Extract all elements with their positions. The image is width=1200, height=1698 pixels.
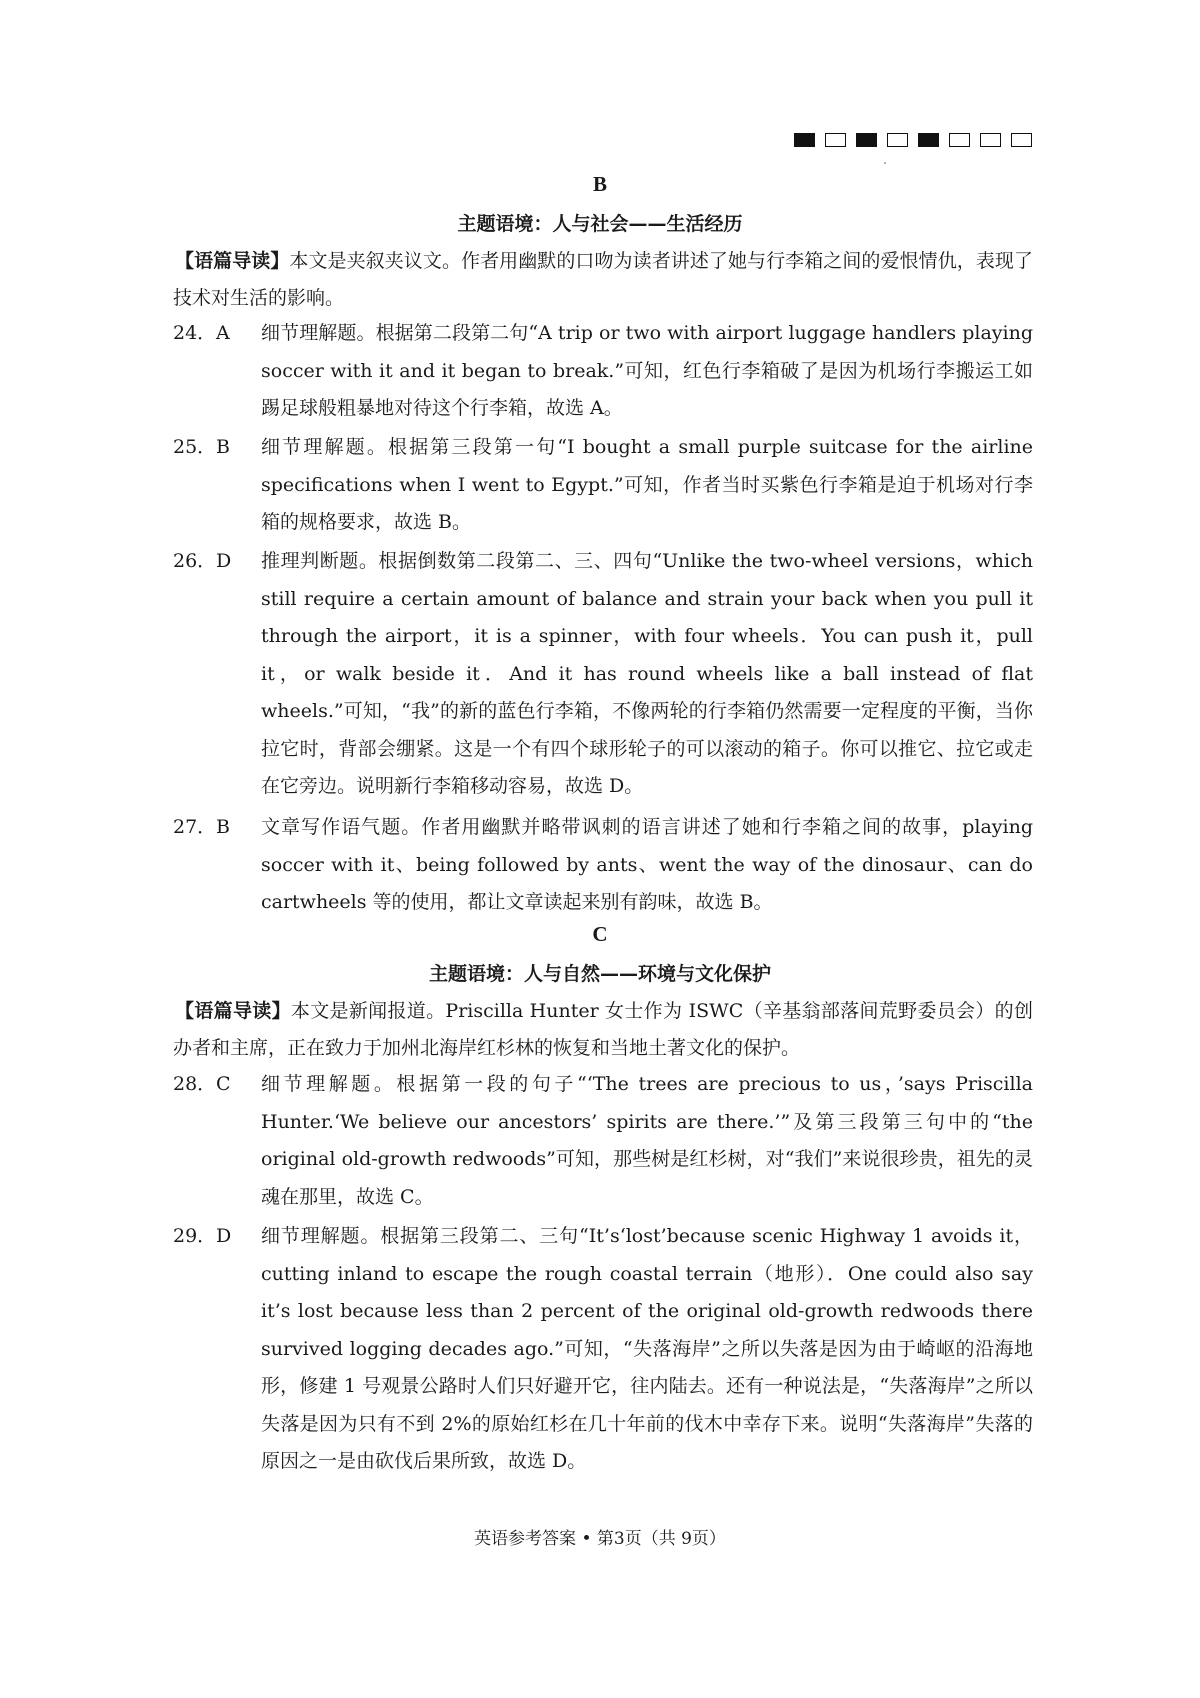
section-b-theme: 主题语境：人与社会——生活经历 <box>457 213 743 235</box>
answer-item <box>173 809 1033 922</box>
answer-item <box>173 1066 1033 1216</box>
header-mark <box>949 133 970 147</box>
header-mark <box>980 133 1001 147</box>
header-mark <box>856 133 877 147</box>
answer-letter: B <box>216 436 230 458</box>
answer-explanation: 细节理解题。根据第一段的句子“‘The trees are precious to us，’says Priscilla Hunter.‘We believe our ancestors’ spirits are there.’”及第三段第三句中的“the original old-growth redwoods”可知，那些树是红杉树，对“我们”来说很珍贵，祖先的灵魂在那里，故选 C。 <box>261 1073 1033 1208</box>
answer-explanation: 细节理解题。根据第三段第一句“I bought a small purple suitcase for the airline specifications when I went to Egypt.”可知，作者当时买紫色行李箱是迫于机场对行李箱的规格要求，故选 B。 <box>261 436 1033 533</box>
header-mark <box>887 133 908 147</box>
section-c-intro <box>173 993 1033 1067</box>
answer-item <box>173 543 1033 806</box>
section-b-intro <box>173 243 1033 317</box>
question-number: 24． <box>173 322 217 344</box>
intro-tag: 【语篇导读】 <box>175 1000 291 1022</box>
header-marks <box>794 133 1032 147</box>
intro-text: 本文是夹叙夹议文。作者用幽默的口吻为读者讲述了她与行李箱之间的爱恨情仇，表现了技术对生活的影响。 <box>173 250 1033 309</box>
answer-explanation: 细节理解题。根据第三段第二、三句“It’s‘lost’because scenic Highway 1 avoids it，cutting inland to escape the rough coastal terrain（地形）．One could also say it’s lost because less than 2 percent of the original old-growth redwoods there survived logging decades ago.”可知，“失落海岸”之所以失落是因为由于崎岖的沿海地形，修建 1 号观景公路时人们只好避开它，往内陆去。还有一种说法是，“失落海岸”之所以失落是因为只有不到 2%的原始红杉在几十年前的伐木中幸存下来。说明“失落海岸”失落的原因之一是由砍伐后果所致，故选 D。 <box>261 1225 1033 1472</box>
answer-item <box>173 315 1033 428</box>
section-b-letter: B <box>592 172 607 196</box>
question-number: 26． <box>173 550 217 572</box>
answer-letter: C <box>216 1073 231 1095</box>
question-number: 28． <box>173 1073 217 1095</box>
header-mark <box>825 133 846 147</box>
question-number: 25． <box>173 436 217 458</box>
page-footer: 英语参考答案 • 第3页（共 9页） <box>474 1529 726 1549</box>
intro-tag: 【语篇导读】 <box>175 250 290 272</box>
answer-explanation: 细节理解题。根据第二段第二句“A trip or two with airport luggage handlers playing soccer with it and it began to break.”可知，红色行李箱破了是因为机场行李搬运工如踢足球般粗暴地对待这个行李箱，故选 A。 <box>261 322 1033 419</box>
answer-letter: A <box>216 322 230 344</box>
answer-explanation: 推理判断题。根据倒数第二段第二、三、四句“Unlike the two-wheel versions，which still require a certain amount of balance and strain your back when you pull it through the airport，it is a spinner，with four wheels．You can push it，pull it，or walk beside it．And it has round wheels like a ball instead of flat wheels.”可知，“我”的新的蓝色行李箱，不像两轮的行李箱仍然需要一定程度的平衡，当你拉它时，背部会绷紧。这是一个有四个球形轮子的可以滚动的箱子。你可以推它、拉它或走在它旁边。说明新行李箱移动容易，故选 D。 <box>261 550 1033 797</box>
answer-letter: D <box>216 1225 232 1247</box>
answer-item <box>173 1218 1033 1481</box>
answer-letter: B <box>216 816 230 838</box>
answer-letter: D <box>216 550 232 572</box>
question-number: 29． <box>173 1225 217 1247</box>
header-dot <box>884 162 886 164</box>
header-mark <box>918 133 939 147</box>
answer-explanation: 文章写作语气题。作者用幽默并略带讽刺的语言讲述了她和行李箱之间的故事，playing soccer with it、being followed by ants、went the way of the dinosaur、can do cartwheels 等的使用，都让文章读起来别有韵味，故选 B。 <box>261 816 1033 913</box>
section-c-letter: C <box>592 922 608 946</box>
question-number: 27． <box>173 816 217 838</box>
header-mark <box>1011 133 1032 147</box>
section-c-theme: 主题语境：人与自然——环境与文化保护 <box>428 963 771 985</box>
answer-item <box>173 429 1033 542</box>
intro-text: 本文是新闻报道。Priscilla Hunter 女士作为 ISWC（辛基翁部落间荒野委员会）的创办者和主席，正在致力于加州北海岸红杉林的恢复和当地土著文化的保护。 <box>173 1000 1033 1059</box>
header-mark <box>794 133 815 147</box>
